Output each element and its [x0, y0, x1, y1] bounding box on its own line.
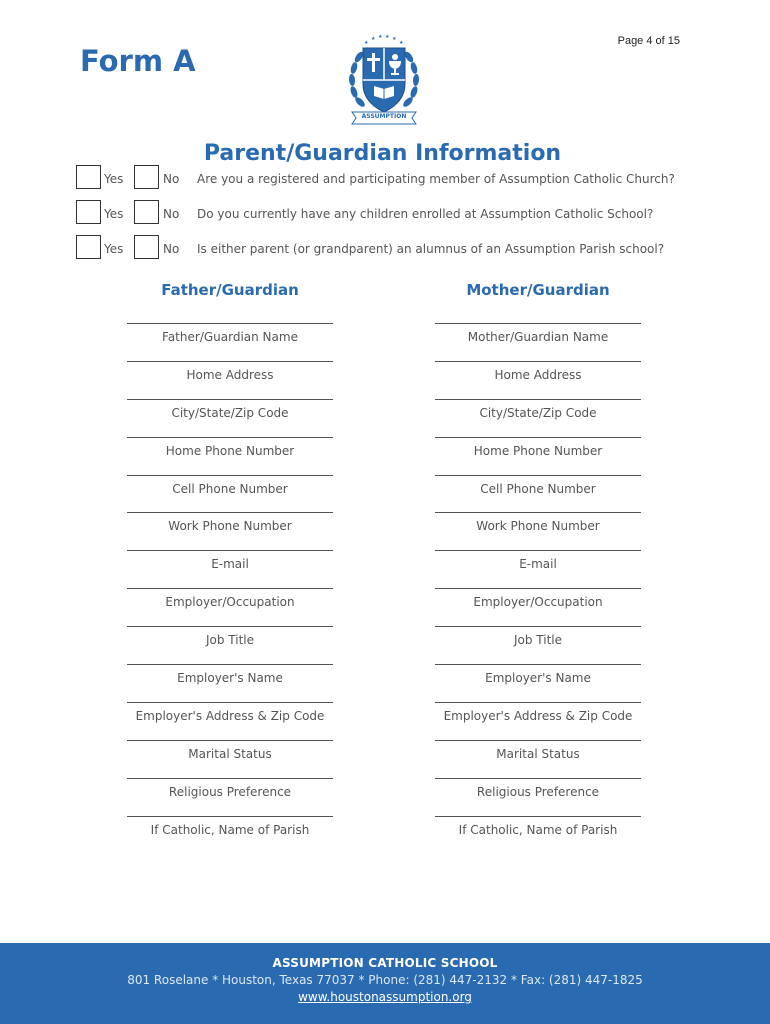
form-field[interactable]	[125, 696, 335, 734]
no-label: No	[163, 242, 180, 256]
footer-website-link[interactable]: www.houstonassumption.org	[298, 990, 472, 1004]
field-label: E-mail	[211, 557, 249, 572]
field-label: City/State/Zip Code	[479, 405, 597, 420]
form-field[interactable]	[125, 431, 335, 469]
field-label: Employer/Occupation	[165, 595, 295, 610]
yes-label: Yes	[104, 207, 124, 221]
page-indicator: Page 4 of 15	[617, 35, 680, 47]
father-fields	[125, 317, 335, 847]
field-label: Religious Preference	[168, 784, 292, 799]
svg-text:★: ★	[385, 34, 390, 40]
question-text: Do you currently have any children enrolled at Assumption Catholic School?	[197, 207, 654, 221]
field-label: Father/Guardian Name	[162, 330, 298, 344]
svg-text:★: ★	[399, 40, 404, 46]
svg-text:★: ★	[371, 36, 376, 42]
field-label: Cell Phone Number	[480, 481, 596, 496]
form-field[interactable]	[433, 544, 643, 582]
field-label: Home Address	[186, 367, 274, 382]
no-label: No	[163, 207, 180, 221]
yes-checkbox[interactable]	[76, 200, 101, 224]
form-field[interactable]	[125, 772, 335, 810]
field-label: Cell Phone Number	[172, 481, 288, 496]
section-title: Parent/Guardian Information	[203, 141, 562, 166]
mother-fields	[433, 317, 643, 847]
svg-text:★: ★	[392, 36, 397, 42]
no-checkbox[interactable]	[134, 165, 159, 189]
field-label: Employer's Name	[485, 671, 591, 686]
form-field[interactable]	[125, 393, 335, 431]
form-field[interactable]	[125, 658, 335, 696]
field-label: City/State/Zip Code	[171, 405, 289, 420]
form-field[interactable]	[125, 544, 335, 582]
form-field[interactable]	[125, 469, 335, 507]
footer-school-name: ASSUMPTION CATHOLIC SCHOOL	[272, 956, 498, 970]
question-row	[76, 165, 736, 191]
footer-address: 801 Roselane * Houston, Texas 77037 * Phone: (281) 447-2132 * Fax: (281) 447-1825	[127, 973, 643, 987]
form-field[interactable]	[433, 469, 643, 507]
form-title: Form A	[80, 44, 196, 78]
form-field[interactable]	[125, 355, 335, 393]
yes-checkbox[interactable]	[76, 165, 101, 189]
field-label: Work Phone Number	[476, 519, 600, 534]
question-row	[76, 200, 736, 226]
field-label: Marital Status	[496, 746, 580, 761]
field-label: Employer's Address & Zip Code	[443, 708, 633, 723]
no-checkbox[interactable]	[134, 200, 159, 224]
field-label: E-mail	[519, 557, 557, 572]
field-label: If Catholic, Name of Parish	[150, 822, 310, 837]
svg-text:★: ★	[378, 34, 383, 40]
form-field[interactable]	[433, 506, 643, 544]
logo-banner-text: ASSUMPTION	[361, 113, 407, 120]
field-label: Home Phone Number	[165, 443, 295, 458]
form-field[interactable]	[125, 317, 335, 355]
field-label: Marital Status	[188, 746, 272, 761]
form-field[interactable]	[433, 393, 643, 431]
field-label: If Catholic, Name of Parish	[458, 822, 618, 837]
no-label: No	[163, 172, 180, 186]
question-row	[76, 235, 736, 261]
footer	[0, 943, 770, 1024]
field-label: Work Phone Number	[168, 519, 292, 534]
form-field[interactable]	[125, 506, 335, 544]
question-text: Is either parent (or grandparent) an alumnus of an Assumption Parish school?	[197, 242, 665, 256]
form-field[interactable]	[433, 696, 643, 734]
form-field[interactable]	[125, 620, 335, 658]
no-checkbox[interactable]	[134, 235, 159, 259]
field-label: Employer/Occupation	[473, 595, 603, 610]
form-field[interactable]	[433, 355, 643, 393]
yes-label: Yes	[104, 172, 124, 186]
form-field[interactable]	[433, 317, 643, 355]
form-field[interactable]	[433, 734, 643, 772]
field-label: Job Title	[205, 633, 255, 648]
form-field[interactable]	[433, 582, 643, 620]
field-label: Employer's Address & Zip Code	[135, 708, 325, 723]
father-guardian-heading: Father/Guardian	[161, 281, 299, 299]
field-label: Employer's Name	[177, 671, 283, 686]
field-label: Job Title	[513, 633, 563, 648]
form-field[interactable]	[433, 431, 643, 469]
field-label: Home Phone Number	[473, 443, 603, 458]
form-field[interactable]	[433, 620, 643, 658]
form-field[interactable]	[125, 582, 335, 620]
field-label: Home Address	[494, 367, 582, 382]
field-label: Religious Preference	[476, 784, 600, 799]
form-field[interactable]	[125, 810, 335, 848]
form-field[interactable]	[125, 734, 335, 772]
svg-text:★: ★	[364, 40, 369, 46]
yes-label: Yes	[104, 242, 124, 256]
yes-checkbox[interactable]	[76, 235, 101, 259]
question-text: Are you a registered and participating member of Assumption Catholic Church?	[197, 172, 675, 186]
mother-guardian-heading: Mother/Guardian	[466, 281, 610, 299]
form-field[interactable]	[433, 772, 643, 810]
form-field[interactable]	[433, 658, 643, 696]
form-field[interactable]	[433, 810, 643, 848]
field-label: Mother/Guardian Name	[467, 330, 609, 344]
